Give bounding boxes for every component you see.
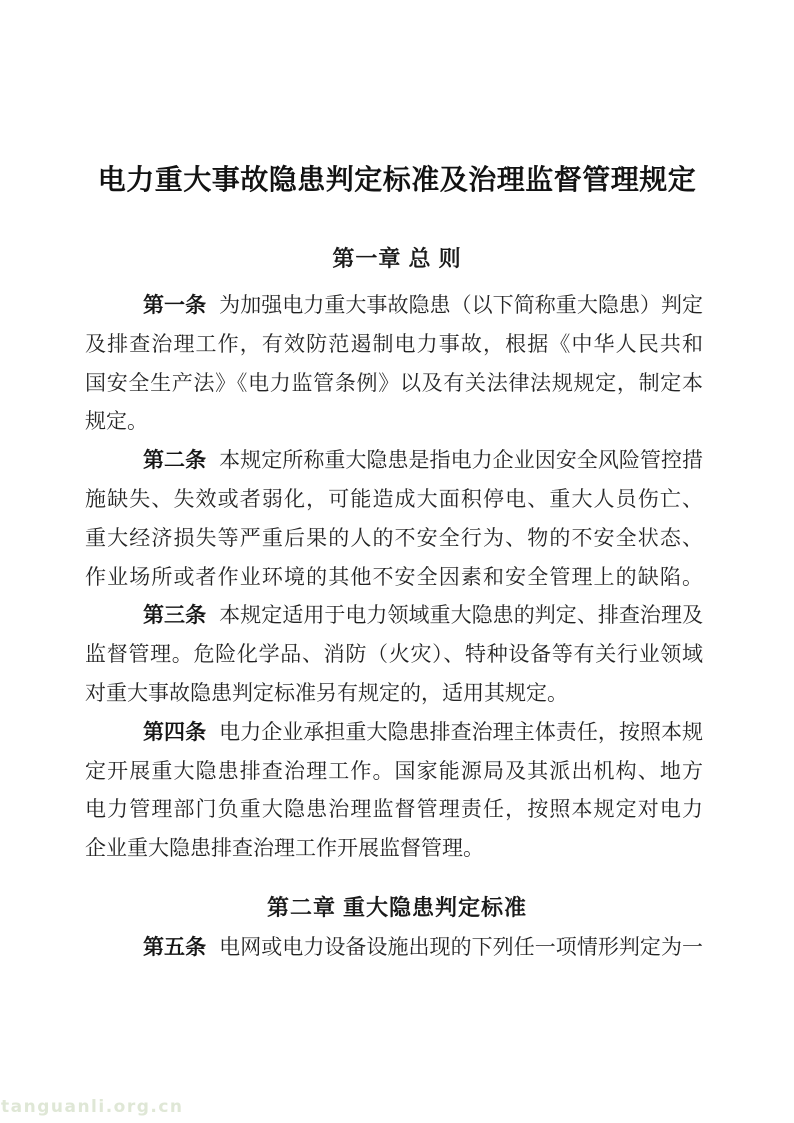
article-4-opening: 电力企业承担重大隐患排查治理主体责任，按照本规 [219, 719, 704, 744]
article-4-line-3: 电力管理部门负重大隐患治理监督管理责任，按照本规定对电力 [85, 797, 703, 822]
article-4-label: 第四条 [143, 720, 207, 744]
article-3-line-2: 监督管理。危险化学品、消防（火灾）、特种设备等有关行业领域 [85, 642, 703, 667]
article-2-line-3: 重大经济损失等严重后果的人的不安全行为、物的不安全状态、 [85, 525, 703, 550]
article-3-label: 第三条 [143, 604, 207, 628]
article-1-line-4: 规定。 [85, 409, 148, 434]
article-3-opening: 本规定适用于电力领域重大隐患的判定、排查治理及 [219, 603, 704, 628]
article-1-opening: 为加强电力重大事故隐患（以下简称重大隐患）判定 [219, 293, 704, 317]
article-2-line-4: 作业场所或者作业环境的其他不安全因素和安全管理上的缺陷。 [85, 564, 703, 589]
article-5-label: 第五条 [143, 936, 207, 959]
article-5-line-1 [85, 928, 703, 967]
article-1-line-2: 及排查治理工作，有效防范遏制电力事故，根据《中华人民共和 [85, 331, 703, 356]
article-5-block [85, 928, 703, 967]
article-1-line-1 [85, 286, 703, 325]
chapter-1-heading: 第一章 总 则 [332, 246, 462, 271]
article-4-line-1 [85, 713, 703, 752]
watermark: tanguanli.org.cn [1, 1097, 184, 1117]
article-4-line-2: 定开展重大隐患排查治理工作。国家能源局及其派出机构、地方 [85, 758, 703, 783]
article-2-line-1 [85, 441, 703, 480]
article-3-line-3: 对重大事故隐患判定标准另有规定的，适用其规定。 [85, 680, 568, 705]
article-2-label: 第二条 [143, 449, 207, 473]
chapter-2-heading: 第二章 重大隐患判定标准 [266, 895, 528, 920]
document-title: 电力重大事故隐患判定标准及治理监督管理规定 [97, 165, 697, 196]
article-4-line-4: 企业重大隐患排查治理工作开展监督管理。 [85, 836, 484, 861]
article-5-opening: 电网或电力设备设施出现的下列任一项情形判定为一 [219, 935, 704, 959]
article-2-line-2: 施缺失、失效或者弱化，可能造成大面积停电、重大人员伤亡、 [85, 486, 703, 511]
article-1-label: 第一条 [143, 294, 207, 317]
article-3-line-1 [85, 596, 703, 635]
body-text-block [85, 286, 703, 868]
article-2-opening: 本规定所称重大隐患是指电力企业因安全风险管控措 [219, 448, 704, 473]
article-1-line-3: 国安全生产法》《电力监管条例》以及有关法律法规规定，制定本 [85, 370, 703, 395]
